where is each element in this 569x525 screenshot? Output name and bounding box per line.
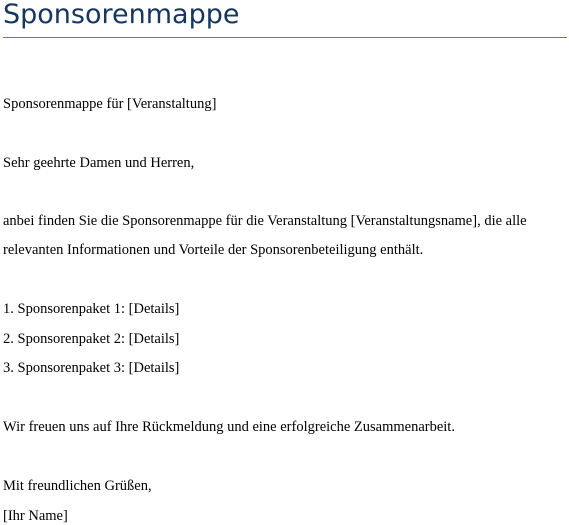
salutation: Sehr geehrte Damen und Herren, [3, 155, 195, 171]
sign-off: Mit freundlichen Grüßen, [3, 478, 152, 494]
signature-placeholder: [Ihr Name] [3, 508, 68, 524]
package-list-item: 2. Sponsorenpaket 2: [Details] [3, 331, 180, 347]
closing-paragraph: Wir freuen uns auf Ihre Rückmeldung und eine erfolgreiche Zusammenarbeit. [3, 419, 455, 435]
intro-paragraph-line-1: anbei finden Sie die Sponsorenmappe für die Veranstaltung [Veranstaltungsname], die alle [3, 213, 527, 229]
subject-line: Sponsorenmappe für [Veranstaltung] [3, 96, 217, 112]
intro-paragraph-line-2: relevanten Informationen und Vorteile der Sponsorenbeteiligung enthält. [3, 242, 424, 258]
document-title: Sponsorenmappe [3, 0, 240, 30]
title-underline-rule [3, 37, 567, 38]
package-list-item: 1. Sponsorenpaket 1: [Details] [3, 301, 180, 317]
package-list-item: 3. Sponsorenpaket 3: [Details] [3, 360, 180, 376]
